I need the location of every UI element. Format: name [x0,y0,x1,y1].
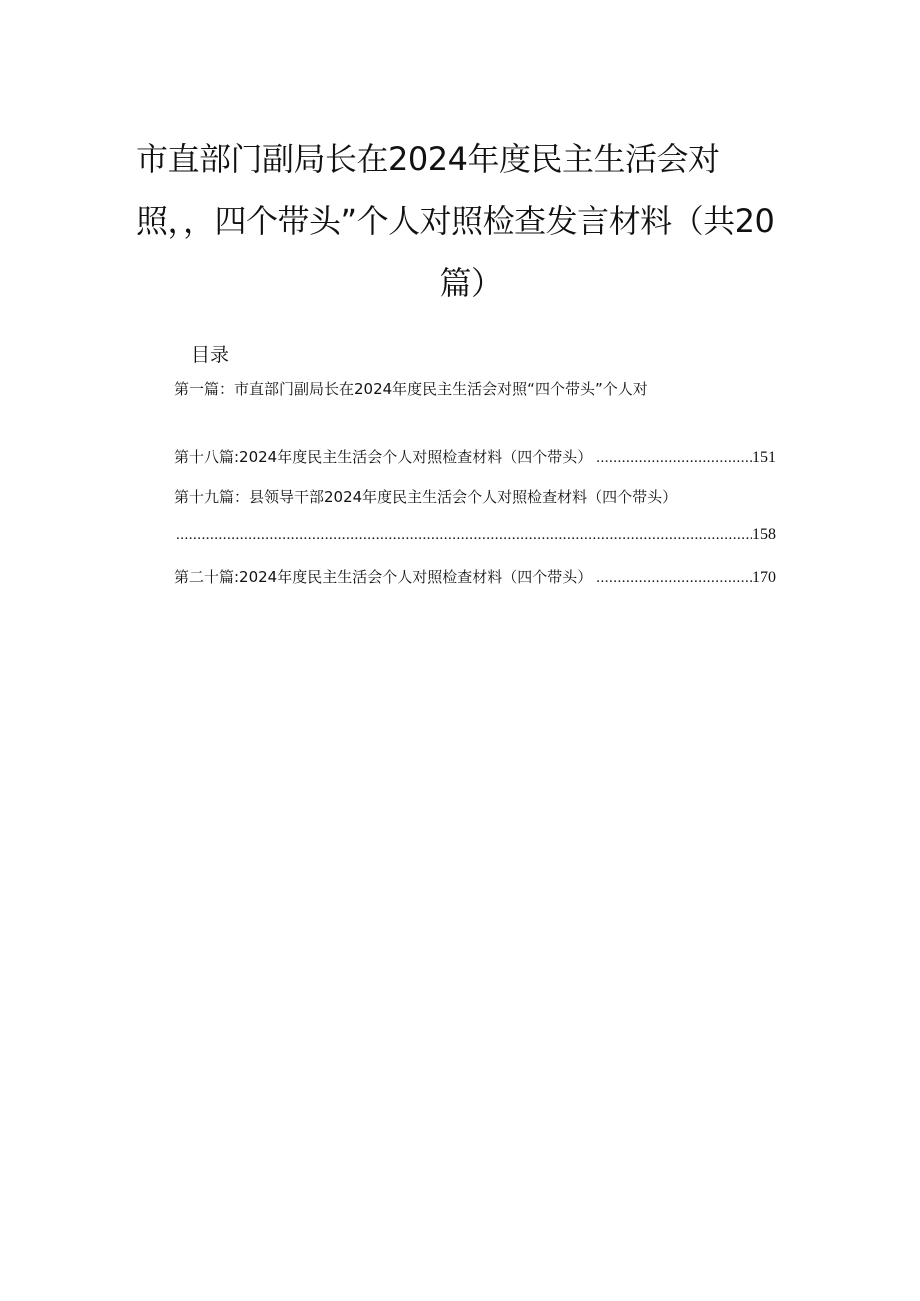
toc-entry[interactable] [174,566,776,590]
title-line-3: 篇） [439,264,503,302]
toc-heading: 目录 [191,344,230,366]
toc-leader-dots [596,570,752,587]
toc-leader-dots [176,527,752,544]
title-line-1: 市直部门副局长在2024年度民主生活会对 [136,140,720,178]
toc-entry[interactable] [174,378,776,402]
toc-entry[interactable] [174,446,776,470]
document-title [136,128,806,314]
toc-entry-text: 第十八篇:2024年度民主生活会个人对照检查材料（四个带头） [174,448,593,466]
toc-page-number: 158 [752,526,776,543]
toc-entry[interactable] [174,486,776,510]
toc-entry-continuation[interactable] [174,526,776,550]
toc-leader-dots [596,450,752,467]
toc-entry-text: 第十九篇：县领导干部2024年度民主生活会个人对照检查材料（四个带头） [174,488,678,506]
title-line-2: 照，，四个带头”个人对照检查发言材料（共20 [136,202,775,240]
toc-entry-text: 第一篇：市直部门副局长在2024年度民主生活会对照“四个带头”个人对 [174,380,648,398]
toc-entry-text: 第二十篇:2024年度民主生活会个人对照检查材料（四个带头） [174,568,593,586]
toc-page-number: 151 [752,449,776,466]
toc-page-number: 170 [752,569,776,586]
